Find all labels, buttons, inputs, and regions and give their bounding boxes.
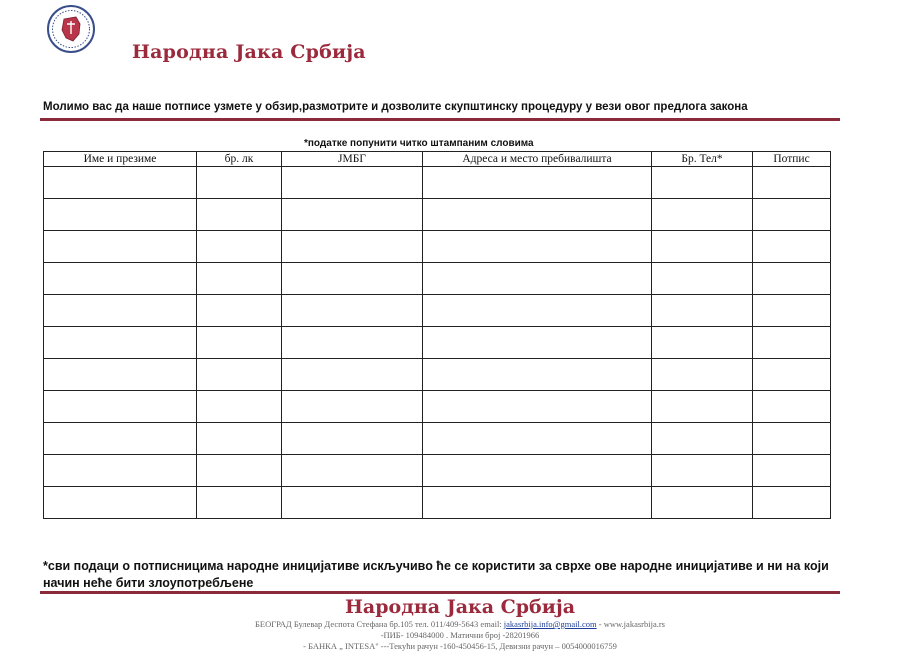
table-cell[interactable] xyxy=(753,423,831,455)
table-cell[interactable] xyxy=(423,231,652,263)
table-cell[interactable] xyxy=(282,327,423,359)
table-cell[interactable] xyxy=(282,359,423,391)
table-cell[interactable] xyxy=(282,263,423,295)
table-cell[interactable] xyxy=(753,391,831,423)
table-cell[interactable] xyxy=(423,167,652,199)
table-row xyxy=(44,263,831,295)
table-cell[interactable] xyxy=(197,327,282,359)
column-header: Потпис xyxy=(753,152,831,167)
signature-table xyxy=(43,151,831,519)
table-cell[interactable] xyxy=(753,231,831,263)
table-cell[interactable] xyxy=(197,231,282,263)
table-cell[interactable] xyxy=(753,295,831,327)
table-cell[interactable] xyxy=(197,455,282,487)
privacy-footnote: *сви подаци о потписницима народне иницијативе искључиво ће се користити за сврхе ове народне иницијативе и ни на који начин неће бити злоупотребљене xyxy=(43,559,829,590)
table-cell[interactable] xyxy=(197,487,282,519)
table-cell[interactable] xyxy=(652,263,753,295)
table-cell[interactable] xyxy=(197,199,282,231)
table-row xyxy=(44,167,831,199)
table-cell[interactable] xyxy=(753,199,831,231)
column-header: Име и презиме xyxy=(44,152,197,167)
table-cell[interactable] xyxy=(44,295,197,327)
table-cell[interactable] xyxy=(282,167,423,199)
table-cell[interactable] xyxy=(282,423,423,455)
table-cell[interactable] xyxy=(423,327,652,359)
table-cell[interactable] xyxy=(44,199,197,231)
request-text: Молимо вас да наше потписе узмете у обзир,размотрите и дозволите скупштинску процедуру у вези овог предлога закона xyxy=(43,101,748,113)
table-cell[interactable] xyxy=(282,199,423,231)
table-cell[interactable] xyxy=(44,231,197,263)
table-cell[interactable] xyxy=(652,455,753,487)
table-cell[interactable] xyxy=(44,327,197,359)
table-cell[interactable] xyxy=(652,327,753,359)
table-cell[interactable] xyxy=(44,391,197,423)
table-cell[interactable] xyxy=(652,167,753,199)
table-cell[interactable] xyxy=(753,327,831,359)
table-row xyxy=(44,231,831,263)
table-cell[interactable] xyxy=(423,359,652,391)
table-cell[interactable] xyxy=(652,199,753,231)
table-cell[interactable] xyxy=(197,263,282,295)
table-cell[interactable] xyxy=(423,263,652,295)
table-cell[interactable] xyxy=(423,423,652,455)
table-cell[interactable] xyxy=(44,167,197,199)
table-cell[interactable] xyxy=(753,455,831,487)
table-cell[interactable] xyxy=(197,295,282,327)
table-cell[interactable] xyxy=(282,487,423,519)
table-cell[interactable] xyxy=(44,263,197,295)
table-cell[interactable] xyxy=(753,487,831,519)
table-cell[interactable] xyxy=(423,391,652,423)
table-cell[interactable] xyxy=(652,295,753,327)
footer-bank: - БАНКА „ INTESA" ---Текући рачун -160-450456-15, Девизни рачун – 0054000016759 xyxy=(303,641,617,651)
table-cell[interactable] xyxy=(44,487,197,519)
table-row xyxy=(44,487,831,519)
table-cell[interactable] xyxy=(652,231,753,263)
table-row xyxy=(44,423,831,455)
table-cell[interactable] xyxy=(197,391,282,423)
footer-address: БЕОГРАД Булевар Деспота Стефана бр.105 тел. 011/409-5643 email: xyxy=(255,619,504,629)
table-cell[interactable] xyxy=(44,455,197,487)
table-cell[interactable] xyxy=(652,487,753,519)
table-cell[interactable] xyxy=(753,167,831,199)
table-row xyxy=(44,327,831,359)
table-cell[interactable] xyxy=(282,295,423,327)
table-cell[interactable] xyxy=(423,487,652,519)
table-cell[interactable] xyxy=(652,423,753,455)
signature-rows xyxy=(44,167,831,519)
table-cell[interactable] xyxy=(44,359,197,391)
table-row xyxy=(44,391,831,423)
table-cell[interactable] xyxy=(753,359,831,391)
table-cell[interactable] xyxy=(652,391,753,423)
org-title: Народна Јака Србија xyxy=(132,41,366,63)
table-row xyxy=(44,295,831,327)
footer-website[interactable]: - www.jakasrbija.rs xyxy=(596,619,665,629)
table-row xyxy=(44,359,831,391)
footer-org-title: Народна Јака Србија xyxy=(344,596,576,618)
column-header: бр. лк xyxy=(197,152,282,167)
table-cell[interactable] xyxy=(282,391,423,423)
table-cell[interactable] xyxy=(282,231,423,263)
column-header: ЈМБГ xyxy=(282,152,423,167)
org-seal-logo xyxy=(46,4,96,54)
table-cell[interactable] xyxy=(652,359,753,391)
table-cell[interactable] xyxy=(423,199,652,231)
footer-contact xyxy=(0,619,920,652)
table-row xyxy=(44,455,831,487)
column-header: Бр. Тел* xyxy=(652,152,753,167)
table-header-row xyxy=(44,152,831,167)
table-cell[interactable] xyxy=(753,263,831,295)
table-cell[interactable] xyxy=(423,295,652,327)
table-cell[interactable] xyxy=(44,423,197,455)
table-row xyxy=(44,199,831,231)
table-cell[interactable] xyxy=(197,423,282,455)
table-cell[interactable] xyxy=(197,359,282,391)
header-divider xyxy=(40,118,840,121)
footer-address-line xyxy=(0,619,920,630)
column-header: Адреса и место пребивалишта xyxy=(423,152,652,167)
table-cell[interactable] xyxy=(282,455,423,487)
footer-ids: -ПИБ- 109484000 . Матични број -28201966 xyxy=(380,630,540,640)
fill-note: *податке попунити читко штампаним словима xyxy=(304,138,534,149)
footer-email-link[interactable]: jakasrbija.info@gmail.com xyxy=(503,619,597,629)
table-cell[interactable] xyxy=(423,455,652,487)
footer-divider xyxy=(40,591,840,594)
table-cell[interactable] xyxy=(197,167,282,199)
